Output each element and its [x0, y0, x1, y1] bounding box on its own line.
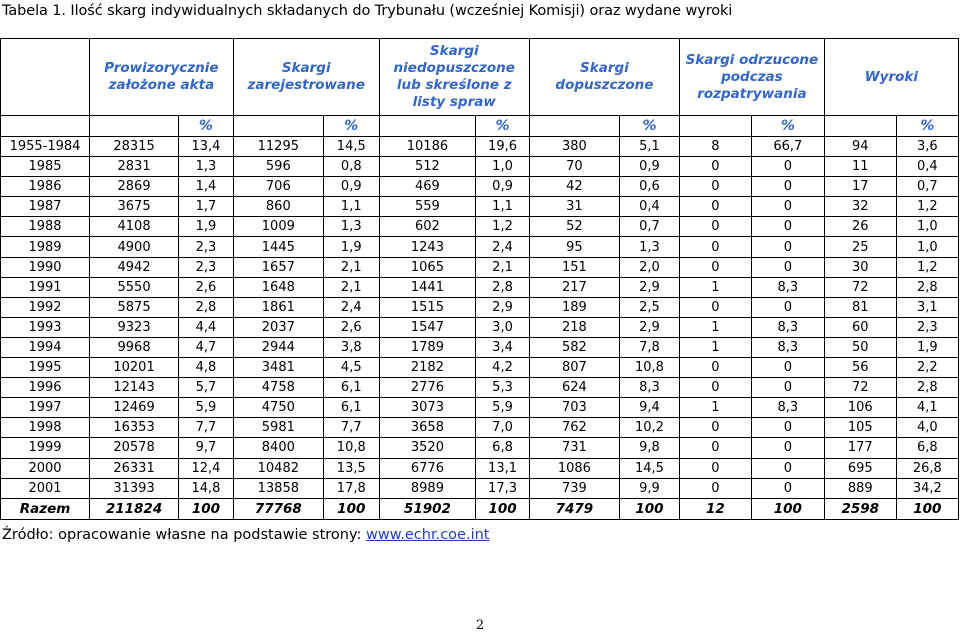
table-cell: 0	[680, 418, 752, 438]
table-cell: 2,3	[179, 257, 234, 277]
table-cell: 1	[680, 398, 752, 418]
source-note	[2, 527, 489, 543]
table-cell: 81	[824, 297, 896, 317]
table-cell: 10,2	[619, 418, 679, 438]
table-cell: 3658	[379, 418, 476, 438]
table-cell: 7,7	[179, 418, 234, 438]
table-cell: 512	[379, 157, 476, 177]
table-row	[1, 358, 959, 378]
total-cell: 77768	[233, 498, 323, 519]
table-cell: 1648	[233, 277, 323, 297]
table-cell: 10201	[90, 358, 179, 378]
percent-label: %	[179, 116, 234, 137]
total-cell: 100	[619, 498, 679, 519]
table-cell: 3481	[233, 358, 323, 378]
table-cell: 4942	[90, 257, 179, 277]
table-cell: 4,4	[179, 317, 234, 337]
table-cell: 4750	[233, 398, 323, 418]
table-cell: 4108	[90, 217, 179, 237]
table-cell: 0	[680, 237, 752, 257]
table-cell: 8,3	[751, 317, 824, 337]
table-cell: 25	[824, 237, 896, 257]
table-cell: 1065	[379, 257, 476, 277]
table-cell: 7,7	[323, 418, 379, 438]
table-cell: 2,2	[896, 358, 958, 378]
percent-blank	[680, 116, 752, 137]
header-empty-cell	[1, 39, 90, 116]
table-cell: 5,3	[476, 378, 530, 398]
table-cell: 60	[824, 317, 896, 337]
table-cell: 2,8	[896, 378, 958, 398]
table-cell: 703	[529, 398, 619, 418]
table-cell: 0	[680, 458, 752, 478]
table-cell: 0	[751, 177, 824, 197]
table-cell: 34,2	[896, 478, 958, 498]
table-cell: 2,9	[619, 317, 679, 337]
total-cell: 100	[323, 498, 379, 519]
total-cell: 100	[476, 498, 530, 519]
table-cell: 695	[824, 458, 896, 478]
table-cell: 0	[680, 197, 752, 217]
table-cell: 0	[751, 157, 824, 177]
total-label: Razem	[1, 498, 90, 519]
table-cell: 0	[751, 217, 824, 237]
table-cell: 14,5	[323, 137, 379, 157]
table-cell: 6,8	[476, 438, 530, 458]
table-title: Tabela 1. Ilość skarg indywidualnych składanych do Trybunału (wcześniej Komisji) oraz wydane wyroki	[2, 3, 733, 19]
table-cell: 8,3	[619, 378, 679, 398]
table-cell: 2944	[233, 337, 323, 357]
table-row	[1, 418, 959, 438]
header-row	[1, 39, 959, 116]
percent-blank	[529, 116, 619, 137]
table-cell: 105	[824, 418, 896, 438]
table-cell: 624	[529, 378, 619, 398]
table-row	[1, 378, 959, 398]
table-cell: 14,8	[179, 478, 234, 498]
percent-label: %	[619, 116, 679, 137]
table-cell: 72	[824, 378, 896, 398]
percent-blank	[90, 116, 179, 137]
table-cell: 1,7	[179, 197, 234, 217]
table-cell: 7,0	[476, 418, 530, 438]
table-cell: 2,1	[323, 257, 379, 277]
table-cell: 177	[824, 438, 896, 458]
total-cell: 100	[179, 498, 234, 519]
period-cell: 1988	[1, 217, 90, 237]
complaints-table	[0, 38, 959, 520]
table-cell: 0	[680, 478, 752, 498]
table-cell: 28315	[90, 137, 179, 157]
table-cell: 0,4	[619, 197, 679, 217]
table-cell: 8989	[379, 478, 476, 498]
table-cell: 0	[680, 378, 752, 398]
table-cell: 1,0	[896, 237, 958, 257]
table-cell: 1,0	[896, 217, 958, 237]
table-row	[1, 257, 959, 277]
table-cell: 66,7	[751, 137, 824, 157]
table-cell: 3675	[90, 197, 179, 217]
table-cell: 0	[680, 358, 752, 378]
table-cell: 9323	[90, 317, 179, 337]
table-cell: 1,1	[476, 197, 530, 217]
table-cell: 12469	[90, 398, 179, 418]
table-cell: 8,3	[751, 277, 824, 297]
table-cell: 0,9	[619, 157, 679, 177]
table-cell: 0	[680, 177, 752, 197]
table-cell: 2,1	[476, 257, 530, 277]
table-cell: 2037	[233, 317, 323, 337]
table-cell: 0	[751, 438, 824, 458]
table-cell: 1441	[379, 277, 476, 297]
table-cell: 3,6	[896, 137, 958, 157]
table-cell: 4,7	[179, 337, 234, 357]
table-cell: 0	[751, 378, 824, 398]
table-cell: 2776	[379, 378, 476, 398]
table-cell: 217	[529, 277, 619, 297]
table-cell: 17,3	[476, 478, 530, 498]
table-cell: 807	[529, 358, 619, 378]
table-cell: 2,6	[179, 277, 234, 297]
table-cell: 106	[824, 398, 896, 418]
period-cell: 1997	[1, 398, 90, 418]
table-row	[1, 277, 959, 297]
table-cell: 2,4	[323, 297, 379, 317]
period-cell: 1990	[1, 257, 90, 277]
table-cell: 1,9	[896, 337, 958, 357]
table-cell: 6,1	[323, 398, 379, 418]
table-cell: 2,8	[179, 297, 234, 317]
total-row	[1, 498, 959, 519]
header-inadmissible: Skargi niedopuszczone lub skreślone z listy spraw	[379, 39, 529, 116]
table-cell: 582	[529, 337, 619, 357]
table-cell: 2,3	[179, 237, 234, 257]
table-cell: 8,3	[751, 398, 824, 418]
table-cell: 1	[680, 337, 752, 357]
page-number: 2	[475, 618, 485, 633]
table-cell: 380	[529, 137, 619, 157]
table-cell: 10186	[379, 137, 476, 157]
total-cell: 7479	[529, 498, 619, 519]
table-cell: 1009	[233, 217, 323, 237]
table-cell: 26	[824, 217, 896, 237]
percent-row	[1, 116, 959, 137]
table-cell: 0	[751, 358, 824, 378]
header-registered: Skargi zarejestrowane	[233, 39, 379, 116]
table-cell: 762	[529, 418, 619, 438]
table-cell: 10,8	[323, 438, 379, 458]
table-cell: 731	[529, 438, 619, 458]
table-cell: 13,1	[476, 458, 530, 478]
table-cell: 1,1	[323, 197, 379, 217]
table-row	[1, 317, 959, 337]
percent-label: %	[476, 116, 530, 137]
table-cell: 5,1	[619, 137, 679, 157]
period-cell: 1955-1984	[1, 137, 90, 157]
table-cell: 0,7	[896, 177, 958, 197]
table-row	[1, 137, 959, 157]
table-cell: 0,8	[323, 157, 379, 177]
header-judgments: Wyroki	[824, 39, 958, 116]
table-cell: 2,0	[619, 257, 679, 277]
table-cell: 3,0	[476, 317, 530, 337]
table-cell: 0	[751, 458, 824, 478]
table-cell: 9968	[90, 337, 179, 357]
table-row	[1, 398, 959, 418]
period-cell: 1991	[1, 277, 90, 297]
table-cell: 4900	[90, 237, 179, 257]
table-cell: 3,1	[896, 297, 958, 317]
table-cell: 13858	[233, 478, 323, 498]
period-cell: 1998	[1, 418, 90, 438]
total-cell: 211824	[90, 498, 179, 519]
period-cell: 1985	[1, 157, 90, 177]
table-cell: 20578	[90, 438, 179, 458]
table-cell: 8400	[233, 438, 323, 458]
table-cell: 5550	[90, 277, 179, 297]
header-provisional-files: Prowizorycznie założone akta	[90, 39, 234, 116]
percent-label: %	[751, 116, 824, 137]
table-cell: 10482	[233, 458, 323, 478]
table-cell: 4,1	[896, 398, 958, 418]
table-cell: 2,4	[476, 237, 530, 257]
table-cell: 889	[824, 478, 896, 498]
table-row	[1, 217, 959, 237]
table-cell: 1	[680, 317, 752, 337]
table-cell: 602	[379, 217, 476, 237]
table-cell: 6776	[379, 458, 476, 478]
table-cell: 9,7	[179, 438, 234, 458]
table-cell: 860	[233, 197, 323, 217]
table-cell: 1,9	[179, 217, 234, 237]
table-cell: 1,3	[619, 237, 679, 257]
table-cell: 2,9	[476, 297, 530, 317]
table-cell: 6,1	[323, 378, 379, 398]
header-admissible: Skargi dopuszczone	[529, 39, 679, 116]
table-cell: 0,6	[619, 177, 679, 197]
table-cell: 1,2	[896, 197, 958, 217]
table-cell: 6,8	[896, 438, 958, 458]
table-cell: 0,9	[323, 177, 379, 197]
table-cell: 559	[379, 197, 476, 217]
table-cell: 30	[824, 257, 896, 277]
table-cell: 12143	[90, 378, 179, 398]
source-text: Źródło: opracowanie własne na podstawie strony:	[2, 527, 367, 543]
table-row	[1, 157, 959, 177]
period-cell: 1996	[1, 378, 90, 398]
table-cell: 739	[529, 478, 619, 498]
table-cell: 1,2	[476, 217, 530, 237]
percent-blank	[824, 116, 896, 137]
table-cell: 0	[751, 418, 824, 438]
table-cell: 0	[680, 217, 752, 237]
table-cell: 2182	[379, 358, 476, 378]
table-row	[1, 478, 959, 498]
table-cell: 12,4	[179, 458, 234, 478]
table-row	[1, 177, 959, 197]
table-cell: 0	[751, 257, 824, 277]
period-cell: 1995	[1, 358, 90, 378]
table-cell: 19,6	[476, 137, 530, 157]
table-cell: 1243	[379, 237, 476, 257]
table-cell: 52	[529, 217, 619, 237]
total-cell: 51902	[379, 498, 476, 519]
table-cell: 2,5	[619, 297, 679, 317]
table-cell: 5,7	[179, 378, 234, 398]
table-cell: 0	[680, 438, 752, 458]
table-cell: 218	[529, 317, 619, 337]
table-cell: 2869	[90, 177, 179, 197]
table-cell: 0	[751, 478, 824, 498]
period-cell: 1986	[1, 177, 90, 197]
total-cell: 100	[896, 498, 958, 519]
table-cell: 2,1	[323, 277, 379, 297]
table-cell: 0,4	[896, 157, 958, 177]
table-cell: 70	[529, 157, 619, 177]
table-cell: 3520	[379, 438, 476, 458]
table-cell: 0,9	[476, 177, 530, 197]
table-cell: 17	[824, 177, 896, 197]
source-link[interactable]: www.echr.coe.int	[366, 527, 490, 543]
table-cell: 0	[680, 257, 752, 277]
table-cell: 1,2	[896, 257, 958, 277]
table-cell: 0	[680, 157, 752, 177]
percent-blank	[379, 116, 476, 137]
period-cell: 1987	[1, 197, 90, 217]
table-cell: 4,0	[896, 418, 958, 438]
table-cell: 1,4	[179, 177, 234, 197]
table-cell: 3073	[379, 398, 476, 418]
table-cell: 32	[824, 197, 896, 217]
table-cell: 2,3	[896, 317, 958, 337]
table-cell: 1445	[233, 237, 323, 257]
table-cell: 9,9	[619, 478, 679, 498]
table-cell: 706	[233, 177, 323, 197]
table-cell: 5,9	[179, 398, 234, 418]
table-cell: 13,5	[323, 458, 379, 478]
table-cell: 0	[751, 237, 824, 257]
table-cell: 4758	[233, 378, 323, 398]
table-cell: 5981	[233, 418, 323, 438]
table-cell: 1515	[379, 297, 476, 317]
table-row	[1, 337, 959, 357]
table-row	[1, 438, 959, 458]
table-cell: 2,8	[896, 277, 958, 297]
table-cell: 151	[529, 257, 619, 277]
table-row	[1, 458, 959, 478]
table-cell: 1547	[379, 317, 476, 337]
table-cell: 4,5	[323, 358, 379, 378]
total-cell: 2598	[824, 498, 896, 519]
table-cell: 5,9	[476, 398, 530, 418]
table-cell: 56	[824, 358, 896, 378]
period-cell: 1992	[1, 297, 90, 317]
table-cell: 1,9	[323, 237, 379, 257]
table-cell: 596	[233, 157, 323, 177]
table-cell: 4,2	[476, 358, 530, 378]
table-cell: 1,3	[179, 157, 234, 177]
table-cell: 5875	[90, 297, 179, 317]
table-cell: 0	[751, 197, 824, 217]
table-cell: 11	[824, 157, 896, 177]
table-cell: 1086	[529, 458, 619, 478]
period-cell: 2001	[1, 478, 90, 498]
period-cell: 2000	[1, 458, 90, 478]
table-cell: 8	[680, 137, 752, 157]
table-row	[1, 197, 959, 217]
percent-label: %	[896, 116, 958, 137]
percent-empty-cell	[1, 116, 90, 137]
table-cell: 95	[529, 237, 619, 257]
percent-label: %	[323, 116, 379, 137]
table-cell: 17,8	[323, 478, 379, 498]
table-cell: 72	[824, 277, 896, 297]
table-cell: 9,8	[619, 438, 679, 458]
table-cell: 14,5	[619, 458, 679, 478]
table-cell: 3,8	[323, 337, 379, 357]
table-cell: 0	[680, 297, 752, 317]
table-cell: 50	[824, 337, 896, 357]
table-body	[1, 137, 959, 499]
table-cell: 2,6	[323, 317, 379, 337]
period-cell: 1999	[1, 438, 90, 458]
period-cell: 1989	[1, 237, 90, 257]
table-cell: 7,8	[619, 337, 679, 357]
table-cell: 0,7	[619, 217, 679, 237]
table-cell: 26331	[90, 458, 179, 478]
table-cell: 26,8	[896, 458, 958, 478]
table-cell: 1,0	[476, 157, 530, 177]
table-cell: 1657	[233, 257, 323, 277]
table-cell: 1789	[379, 337, 476, 357]
table-cell: 10,8	[619, 358, 679, 378]
table-cell: 4,8	[179, 358, 234, 378]
table-row	[1, 297, 959, 317]
table-cell: 42	[529, 177, 619, 197]
table-cell: 94	[824, 137, 896, 157]
period-cell: 1994	[1, 337, 90, 357]
percent-blank	[233, 116, 323, 137]
table-cell: 2831	[90, 157, 179, 177]
table-cell: 2,9	[619, 277, 679, 297]
table-cell: 0	[751, 297, 824, 317]
total-cell: 100	[751, 498, 824, 519]
table-cell: 1861	[233, 297, 323, 317]
table-cell: 1	[680, 277, 752, 297]
table-cell: 2,8	[476, 277, 530, 297]
header-rejected: Skargi odrzucone podczas rozpatrywania	[680, 39, 825, 116]
table-cell: 13,4	[179, 137, 234, 157]
table-cell: 9,4	[619, 398, 679, 418]
total-cell: 12	[680, 498, 752, 519]
table-cell: 31393	[90, 478, 179, 498]
table-cell: 16353	[90, 418, 179, 438]
table-cell: 189	[529, 297, 619, 317]
table-cell: 31	[529, 197, 619, 217]
table-cell: 11295	[233, 137, 323, 157]
table-cell: 1,3	[323, 217, 379, 237]
table-cell: 8,3	[751, 337, 824, 357]
table-row	[1, 237, 959, 257]
table-cell: 469	[379, 177, 476, 197]
table-cell: 3,4	[476, 337, 530, 357]
period-cell: 1993	[1, 317, 90, 337]
